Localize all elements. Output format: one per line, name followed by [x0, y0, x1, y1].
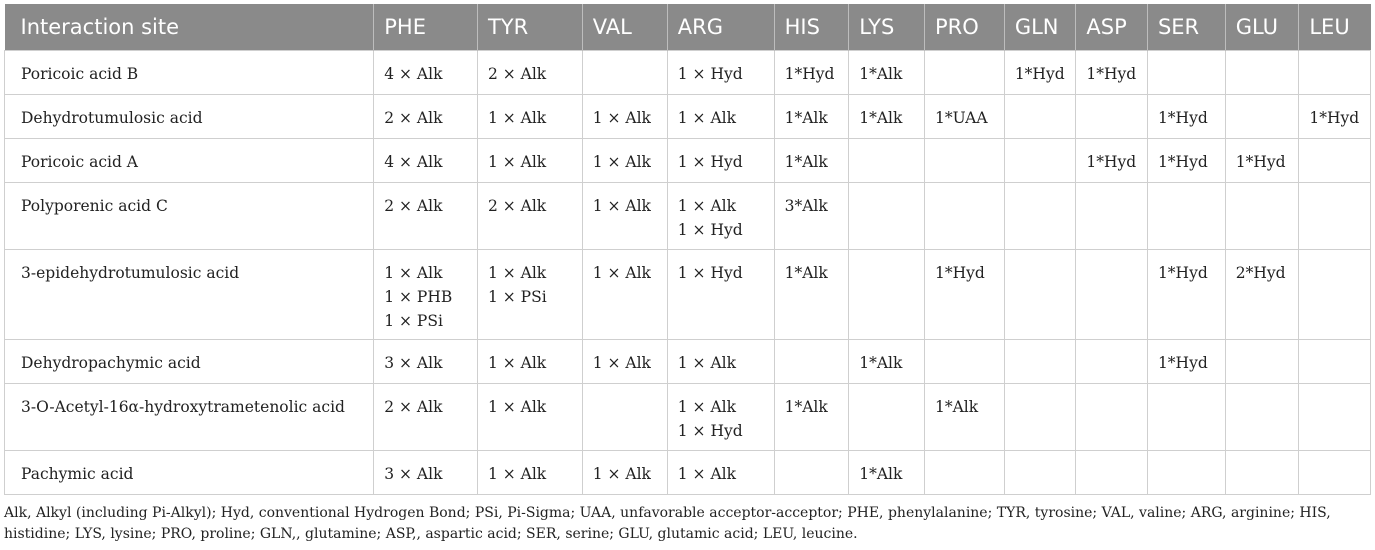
interaction-cell [1225, 339, 1299, 383]
interaction-cell [477, 339, 582, 383]
cell-text: 1 × Alk [677, 464, 736, 483]
cell-text: 1*Hyd [1086, 64, 1137, 83]
cell-text: Dehydrotumulosic acid [21, 108, 203, 127]
interaction-cell [1299, 50, 1371, 94]
interaction-cell [849, 450, 925, 494]
compound-name-cell [5, 450, 374, 494]
cell-text: 3-O-Acetyl-16α-hydroxytrametenolic acid [21, 397, 345, 416]
interaction-cell [1076, 249, 1148, 339]
cell-text: 1*Alk [859, 464, 903, 483]
cell-text: 1 × Alk [592, 196, 651, 215]
cell-text: 2 × Alk [384, 108, 443, 127]
cell-text: 1 × Hyd [677, 64, 743, 83]
header-lys: LYS [849, 4, 925, 50]
table-row [5, 383, 1371, 450]
interaction-cell [1076, 138, 1148, 182]
cell-text: 1 × Hyd [677, 220, 743, 239]
cell-text: 1 × Alk [677, 397, 736, 416]
interaction-cell [849, 94, 925, 138]
cell-text: 1 × PSi [487, 287, 547, 306]
interaction-cell [1004, 339, 1076, 383]
interaction-cell [667, 182, 774, 249]
interaction-cell [774, 138, 849, 182]
cell-text: 3 × Alk [384, 353, 443, 372]
table-row [5, 94, 1371, 138]
interaction-cell [1225, 138, 1299, 182]
cell-text: 1*Hyd [1157, 353, 1208, 372]
interaction-cell [1147, 50, 1225, 94]
interaction-cell [774, 450, 849, 494]
interaction-cell [1076, 50, 1148, 94]
cell-text: Pachymic acid [21, 464, 134, 483]
compound-name-cell [5, 383, 374, 450]
cell-text: 1*Hyd [1157, 108, 1208, 127]
interaction-cell [477, 383, 582, 450]
interaction-cell [1299, 339, 1371, 383]
header-glu: GLU [1225, 4, 1299, 50]
interaction-table [4, 4, 1371, 495]
interaction-cell [477, 94, 582, 138]
interaction-cell [477, 249, 582, 339]
interaction-cell [1147, 182, 1225, 249]
table-row [5, 450, 1371, 494]
cell-text: 4 × Alk [384, 64, 443, 83]
interaction-cell [1299, 138, 1371, 182]
cell-text: 1*Alk [934, 397, 979, 416]
interaction-cell [374, 182, 478, 249]
interaction-cell [1225, 94, 1299, 138]
header-asp: ASP [1076, 4, 1148, 50]
interaction-cell [924, 339, 1004, 383]
interaction-cell [774, 94, 849, 138]
interaction-cell [667, 50, 774, 94]
compound-name-cell [5, 94, 374, 138]
cell-text: 2 × Alk [384, 397, 443, 416]
cell-text: 1*Hyd [1014, 64, 1065, 83]
cell-text: 2 × Alk [487, 196, 547, 215]
interaction-cell [667, 94, 774, 138]
interaction-cell [582, 383, 667, 450]
interaction-cell [1004, 138, 1076, 182]
cell-text: 1*Hyd [1309, 108, 1360, 127]
cell-text: 1*Alk [784, 397, 828, 416]
interaction-cell [374, 94, 478, 138]
interaction-cell [1147, 94, 1225, 138]
cell-text: 1*UAA [934, 108, 988, 127]
interaction-cell [582, 339, 667, 383]
cell-text: 1*Hyd [1086, 152, 1137, 171]
interaction-cell [477, 450, 582, 494]
cell-text: 1*Hyd [1157, 152, 1208, 171]
interaction-cell [1076, 94, 1148, 138]
interaction-cell [774, 383, 849, 450]
interaction-cell [477, 50, 582, 94]
cell-text: 4 × Alk [384, 152, 443, 171]
interaction-cell [582, 94, 667, 138]
interaction-cell [582, 249, 667, 339]
cell-text: 1*Hyd [1157, 263, 1208, 282]
interaction-cell [774, 50, 849, 94]
cell-text: 1 × Alk [487, 464, 547, 483]
interaction-cell [1299, 94, 1371, 138]
interaction-cell [1147, 138, 1225, 182]
interaction-cell [1299, 182, 1371, 249]
interaction-cell [849, 50, 925, 94]
interaction-cell [1076, 450, 1148, 494]
header-his: HIS [774, 4, 849, 50]
header-gln: GLN [1004, 4, 1076, 50]
interaction-cell [1225, 383, 1299, 450]
interaction-cell [667, 383, 774, 450]
cell-text: Poricoic acid B [21, 64, 139, 83]
interaction-cell [374, 50, 478, 94]
cell-text: 1*Alk [859, 64, 903, 83]
cell-text: 1 × PHB [384, 287, 453, 306]
interaction-cell [924, 249, 1004, 339]
header-interaction-site: Interaction site [20, 14, 180, 39]
header-pro: PRO [924, 4, 1004, 50]
cell-text: 1 × Alk [487, 263, 547, 282]
table-row [5, 249, 1371, 339]
interaction-cell [667, 339, 774, 383]
cell-text: 1 × Alk [677, 353, 736, 372]
interaction-cell [924, 450, 1004, 494]
interaction-cell [374, 383, 478, 450]
interaction-cell [1004, 249, 1076, 339]
interaction-cell [1299, 249, 1371, 339]
cell-text: 1 × Hyd [677, 421, 743, 440]
interaction-cell [924, 182, 1004, 249]
cell-text: 2*Hyd [1235, 263, 1286, 282]
compound-name-cell [5, 138, 374, 182]
cell-text: 1 × Alk [677, 196, 736, 215]
header-arg: ARG [667, 4, 774, 50]
interaction-cell [1004, 182, 1076, 249]
cell-text: 1 × Alk [592, 263, 651, 282]
interaction-cell [849, 339, 925, 383]
interaction-cell [924, 94, 1004, 138]
cell-text: 1*Hyd [934, 263, 985, 282]
interaction-cell [924, 50, 1004, 94]
interaction-cell [1147, 249, 1225, 339]
interaction-cell [1225, 249, 1299, 339]
cell-text: 2 × Alk [487, 64, 547, 83]
interaction-cell [1147, 383, 1225, 450]
interaction-cell [849, 249, 925, 339]
table-row [5, 339, 1371, 383]
interaction-cell [667, 138, 774, 182]
cell-text: 1 × PSi [384, 311, 443, 330]
interaction-cell [1225, 50, 1299, 94]
interaction-cell [774, 249, 849, 339]
interaction-cell [849, 138, 925, 182]
interaction-cell [924, 138, 1004, 182]
interaction-cell [1225, 450, 1299, 494]
cell-text: 1 × Alk [592, 152, 651, 171]
compound-name-cell [5, 50, 374, 94]
cell-text: 1 × Alk [384, 263, 443, 282]
cell-text: 3*Alk [784, 196, 828, 215]
cell-text: 1 × Hyd [677, 152, 743, 171]
interaction-cell [849, 182, 925, 249]
interaction-cell [1076, 182, 1148, 249]
interaction-cell [477, 182, 582, 249]
interaction-cell [1299, 383, 1371, 450]
interaction-cell [1004, 50, 1076, 94]
interaction-cell [667, 249, 774, 339]
interaction-cell [774, 182, 849, 249]
interaction-cell [1147, 339, 1225, 383]
cell-text: 1 × Alk [592, 108, 651, 127]
interaction-cell [1076, 339, 1148, 383]
compound-name-cell [5, 339, 374, 383]
cell-text: Poricoic acid A [21, 152, 138, 171]
cell-text: 2 × Alk [384, 196, 443, 215]
header-ser: SER [1147, 4, 1225, 50]
cell-text: Dehydropachymic acid [21, 353, 201, 372]
cell-text: 1 × Alk [487, 353, 547, 372]
interaction-cell [1004, 450, 1076, 494]
interaction-cell [374, 339, 478, 383]
table-row [5, 138, 1371, 182]
cell-text: 1 × Alk [487, 152, 547, 171]
interaction-cell [774, 339, 849, 383]
cell-text: 1*Alk [784, 108, 828, 127]
cell-text: 1*Hyd [784, 64, 835, 83]
table-row [5, 182, 1371, 249]
interaction-table-container [4, 4, 1371, 495]
cell-text: 1*Alk [784, 152, 828, 171]
cell-text: 1 × Alk [592, 353, 651, 372]
interaction-cell [1004, 383, 1076, 450]
table-footnote: Alk, Alkyl (including Pi-Alkyl); Hyd, conventional Hydrogen Bond; PSi, Pi-Sigma; UAA, unfavorable acceptor-acceptor; PHE, phenylalanine; TYR, tyrosine; VAL, valine; ARG, arginine; HIS, histidine; LYS, lysine; PRO, proline; GLN,, glutamine; ASP,, aspartic acid; SER, serine; GLU, glutamic acid; LEU, leucine. [4, 505, 1331, 542]
interaction-cell [924, 383, 1004, 450]
cell-text: 3 × Alk [384, 464, 443, 483]
interaction-cell [1299, 450, 1371, 494]
compound-name-cell [5, 182, 374, 249]
interaction-cell [849, 383, 925, 450]
header-phe: PHE [374, 4, 478, 50]
interaction-cell [374, 249, 478, 339]
cell-text: 1 × Alk [487, 397, 547, 416]
cell-text: Polyporenic acid C [21, 196, 168, 215]
interaction-cell [374, 450, 478, 494]
cell-text: 1*Hyd [1235, 152, 1286, 171]
cell-text: 1*Alk [859, 108, 903, 127]
compound-name-cell [5, 249, 374, 339]
interaction-cell [1004, 94, 1076, 138]
interaction-cell [374, 138, 478, 182]
header-row [5, 4, 1371, 50]
interaction-cell [582, 450, 667, 494]
table-body [5, 50, 1371, 494]
interaction-cell [477, 138, 582, 182]
interaction-cell [582, 138, 667, 182]
interaction-cell [582, 50, 667, 94]
cell-text: 3-epidehydrotumulosic acid [21, 263, 240, 282]
interaction-cell [1147, 450, 1225, 494]
interaction-cell [582, 182, 667, 249]
header-tyr: TYR [477, 4, 582, 50]
cell-text: 1 × Hyd [677, 263, 743, 282]
cell-text: 1 × Alk [677, 108, 736, 127]
interaction-cell [667, 450, 774, 494]
header-leu: LEU [1299, 4, 1371, 50]
interaction-cell [1076, 383, 1148, 450]
cell-text: 1*Alk [859, 353, 903, 372]
cell-text: 1*Alk [784, 263, 828, 282]
table-row [5, 50, 1371, 94]
cell-text: 1 × Alk [487, 108, 547, 127]
interaction-cell [1225, 182, 1299, 249]
header-val: VAL [582, 4, 667, 50]
cell-text: 1 × Alk [592, 464, 651, 483]
